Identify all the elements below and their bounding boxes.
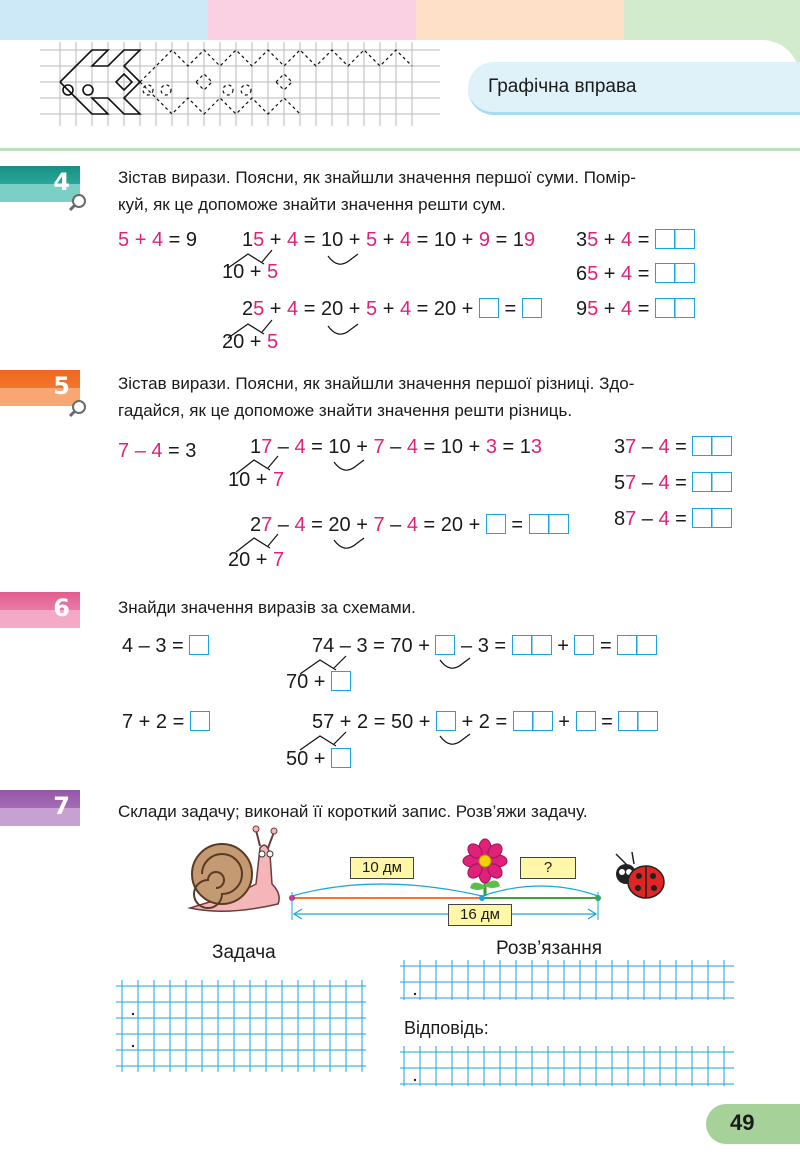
- task-5-number: 5: [53, 372, 70, 400]
- header-stripe-blue: [0, 0, 208, 42]
- task-4-right-3: 95 + 4 =: [576, 298, 695, 321]
- section-title: Графічна вправа: [488, 76, 637, 97]
- answer-box[interactable]: [189, 635, 209, 655]
- task-5-arrows: [210, 448, 450, 558]
- label-16-dm: 16 дм: [448, 904, 512, 926]
- task-5-split-1: 10 + 7: [228, 469, 285, 491]
- task-5-chain-1: 17 – 4 = 10 + 7 – 4 = 10 + 3 = 13: [250, 436, 542, 458]
- answer-box[interactable]: [486, 514, 506, 534]
- answer-box-double[interactable]: [529, 514, 569, 534]
- answer-box[interactable]: [479, 298, 499, 318]
- task-5-split-2: 20 + 7: [228, 549, 285, 571]
- task-5-right-3: 87 – 4 =: [614, 508, 732, 531]
- task-6-instruction: Знайди значення виразів за схемами.: [118, 598, 416, 617]
- task-7-instruction: Склади задачу; виконай її короткий запис. Розв’яжи задачу.: [118, 802, 588, 821]
- task-6-chain-1: 74 – 3 = 70 + – 3 = + =: [312, 635, 657, 658]
- task-6-eq-1: 4 – 3 =: [122, 635, 209, 658]
- task-5-instruction-1: Зістав вирази. Поясни, як знайшли значення першої різниці. Здо-: [118, 374, 635, 393]
- task-5-right-1: 37 – 4 =: [614, 436, 732, 459]
- graphic-exercise-pattern: [40, 42, 440, 126]
- answer-box-double[interactable]: [692, 508, 732, 528]
- answer-box[interactable]: [574, 635, 594, 655]
- answer-box-double[interactable]: [655, 229, 695, 249]
- answer-box[interactable]: [576, 711, 596, 731]
- magnifier-icon: [68, 192, 88, 212]
- task-5-chain-2: 27 – 4 = 20 + 7 – 4 = 20 + =: [250, 514, 569, 537]
- task-7-number: 7: [53, 792, 70, 820]
- label-question: ?: [520, 857, 576, 879]
- answer-box[interactable]: [522, 298, 542, 318]
- label-10-dm: 10 дм: [350, 857, 414, 879]
- magnifier-icon: [68, 398, 88, 418]
- task-4-instruction-1: Зістав вирази. Поясни, як знайшли значення першої суми. Помір-: [118, 168, 636, 187]
- answer-writing-grid[interactable]: [400, 1046, 734, 1086]
- task-4-split-1: 10 + 5: [222, 261, 279, 283]
- task-6-chain-2: 57 + 2 = 50 + + 2 = + =: [312, 711, 658, 734]
- snail-illustration: [186, 824, 286, 916]
- task-4-number: 4: [53, 168, 70, 196]
- task-6-eq-2: 7 + 2 =: [122, 711, 210, 734]
- solution-heading: Розв’язання: [496, 938, 603, 959]
- task-4-chain-1: 15 + 4 = 10 + 5 + 4 = 10 + 9 = 19: [242, 229, 536, 251]
- task-6-split-1: 70 +: [286, 671, 351, 694]
- task-4-chain-2: 25 + 4 = 20 + 5 + 4 = 20 + =: [242, 298, 542, 321]
- answer-label: Відповідь:: [404, 1018, 489, 1038]
- answer-box-double[interactable]: [618, 711, 658, 731]
- task-7-tab: [0, 790, 80, 826]
- answer-box-double[interactable]: [692, 436, 732, 456]
- answer-box-double[interactable]: [692, 472, 732, 492]
- header-stripe-pink: [208, 0, 416, 42]
- answer-box-double[interactable]: [513, 711, 553, 731]
- task-4-eq-1: 5 + 4 = 9: [118, 229, 197, 251]
- task-4-right-2: 65 + 4 =: [576, 263, 695, 286]
- header-stripe-peach: [416, 0, 624, 42]
- task-6-tab: [0, 592, 80, 628]
- task-heading: Задача: [212, 942, 276, 963]
- answer-box-double[interactable]: [512, 635, 552, 655]
- task-5-instruction-2: гадайся, як це допоможе знайти значення решти різниць.: [118, 401, 573, 420]
- task-4-instruction-2: куй, як це допоможе знайти значення решти сум.: [118, 195, 506, 214]
- task-writing-grid[interactable]: [116, 930, 366, 1080]
- page-number: 49: [730, 1110, 755, 1135]
- task-6-number: 6: [53, 594, 70, 622]
- answer-box-double[interactable]: [655, 298, 695, 318]
- task-5-right-2: 57 – 4 =: [614, 472, 732, 495]
- task-4-split-2: 20 + 5: [222, 331, 279, 353]
- answer-box-double[interactable]: [655, 263, 695, 283]
- task-6-arrows: [280, 648, 500, 758]
- answer-box[interactable]: [190, 711, 210, 731]
- task-4-right-1: 35 + 4 =: [576, 229, 695, 252]
- task-4-arrows: [200, 240, 440, 340]
- task-6-split-2: 50 +: [286, 748, 351, 771]
- ladybug-illustration: [608, 852, 670, 904]
- task-5-eq-1: 7 – 4 = 3: [118, 440, 197, 462]
- answer-box-double[interactable]: [617, 635, 657, 655]
- solution-writing-grid[interactable]: [400, 958, 734, 1000]
